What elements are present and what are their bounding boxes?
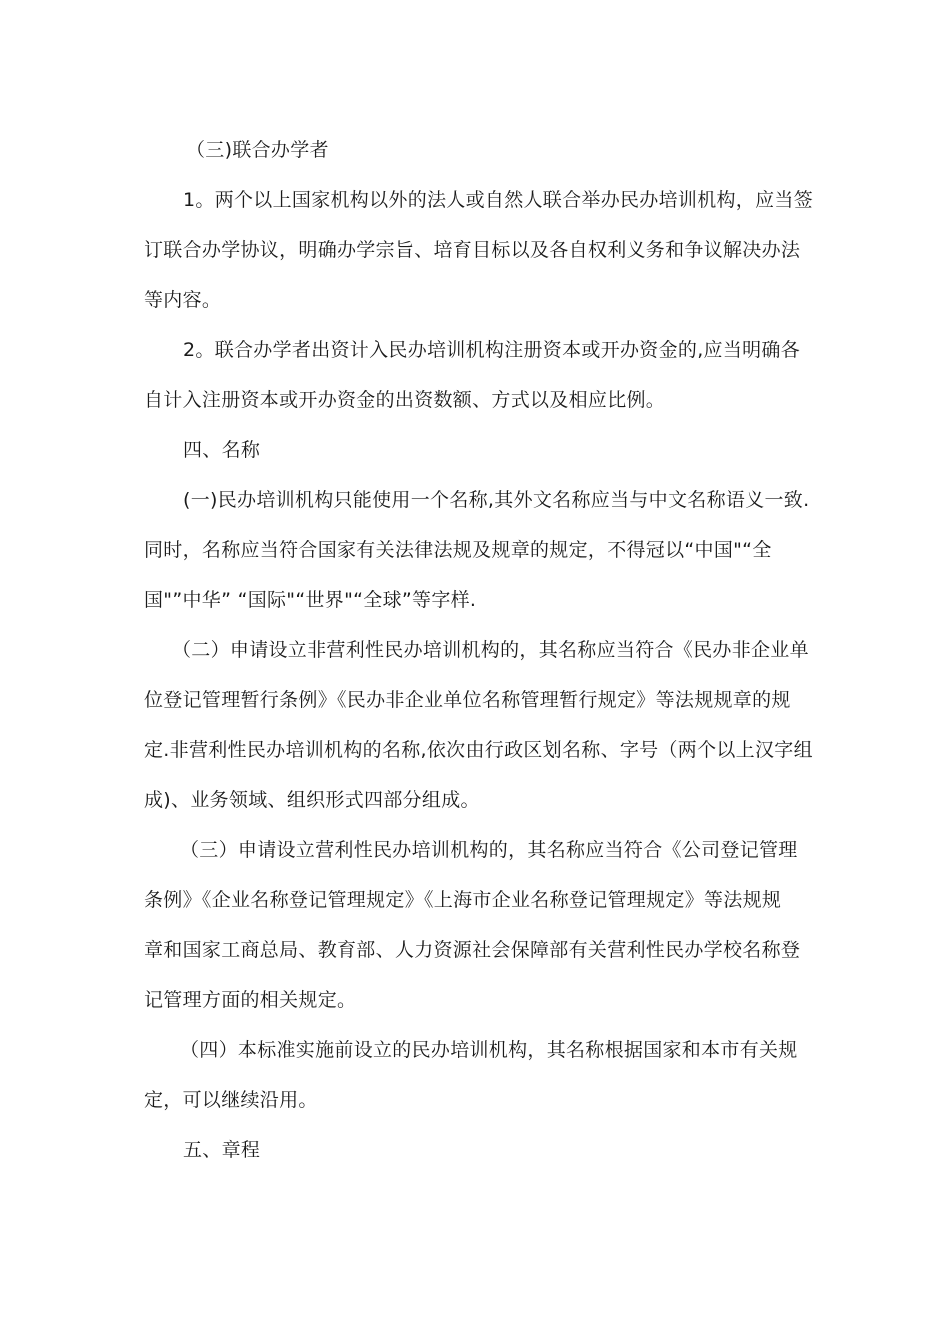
paragraph-line: 位登记管理暂行条例》《民办非企业单位名称管理暂行规定》等法规规章的规 (144, 689, 791, 711)
paragraph-line: （三）申请设立营利性民办培训机构的，其名称应当符合《公司登记管理 (180, 839, 798, 861)
paragraph-line: 订联合办学协议，明确办学宗旨、培育目标以及各自权利义务和争议解决办法 (144, 239, 801, 261)
paragraph-line: 同时，名称应当符合国家有关法律法规及规章的规定，不得冠以“中国"“全 (144, 539, 772, 561)
paragraph-line: 条例》《企业名称登记管理规定》《上海市企业名称登记管理规定》等法规规 (144, 889, 782, 911)
section-heading-joint-operators: （三)联合办学者 (186, 139, 329, 161)
paragraph-line: 2。联合办学者出资计入民办培训机构注册资本或开办资金的,应当明确各 (183, 339, 801, 361)
paragraph-line: 成)、业务领域、组织形式四部分组成。 (144, 789, 480, 811)
paragraph-line: 章和国家工商总局、教育部、人力资源社会保障部有关营利性民办学校名称登 (144, 939, 801, 961)
section-heading-name: 四、名称 (183, 439, 261, 461)
paragraph-line: 国"”中华” “国际"“世界"“全球”等字样. (144, 589, 477, 611)
paragraph-line: 等内容。 (144, 289, 222, 311)
paragraph-line: 自计入注册资本或开办资金的出资数额、方式以及相应比例。 (144, 389, 666, 411)
paragraph-line: 定.非营利性民办培训机构的名称,依次由行政区划名称、字号（两个以上汉字组 (144, 739, 813, 761)
paragraph-line: （四）本标准实施前设立的民办培训机构，其名称根据国家和本市有关规 (180, 1039, 798, 1061)
paragraph-line: （二）申请设立非营利性民办培训机构的，其名称应当符合《民办非企业单 (172, 639, 809, 661)
paragraph-line: 1。两个以上国家机构以外的法人或自然人联合举办民办培训机构，应当签 (183, 189, 813, 211)
paragraph-line: 记管理方面的相关规定。 (144, 989, 357, 1011)
paragraph-line: (一)民办培训机构只能使用一个名称,其外文名称应当与中文名称语义一致. (183, 489, 810, 511)
section-heading-charter: 五、章程 (183, 1139, 261, 1161)
paragraph-line: 定，可以继续沿用。 (144, 1089, 318, 1111)
